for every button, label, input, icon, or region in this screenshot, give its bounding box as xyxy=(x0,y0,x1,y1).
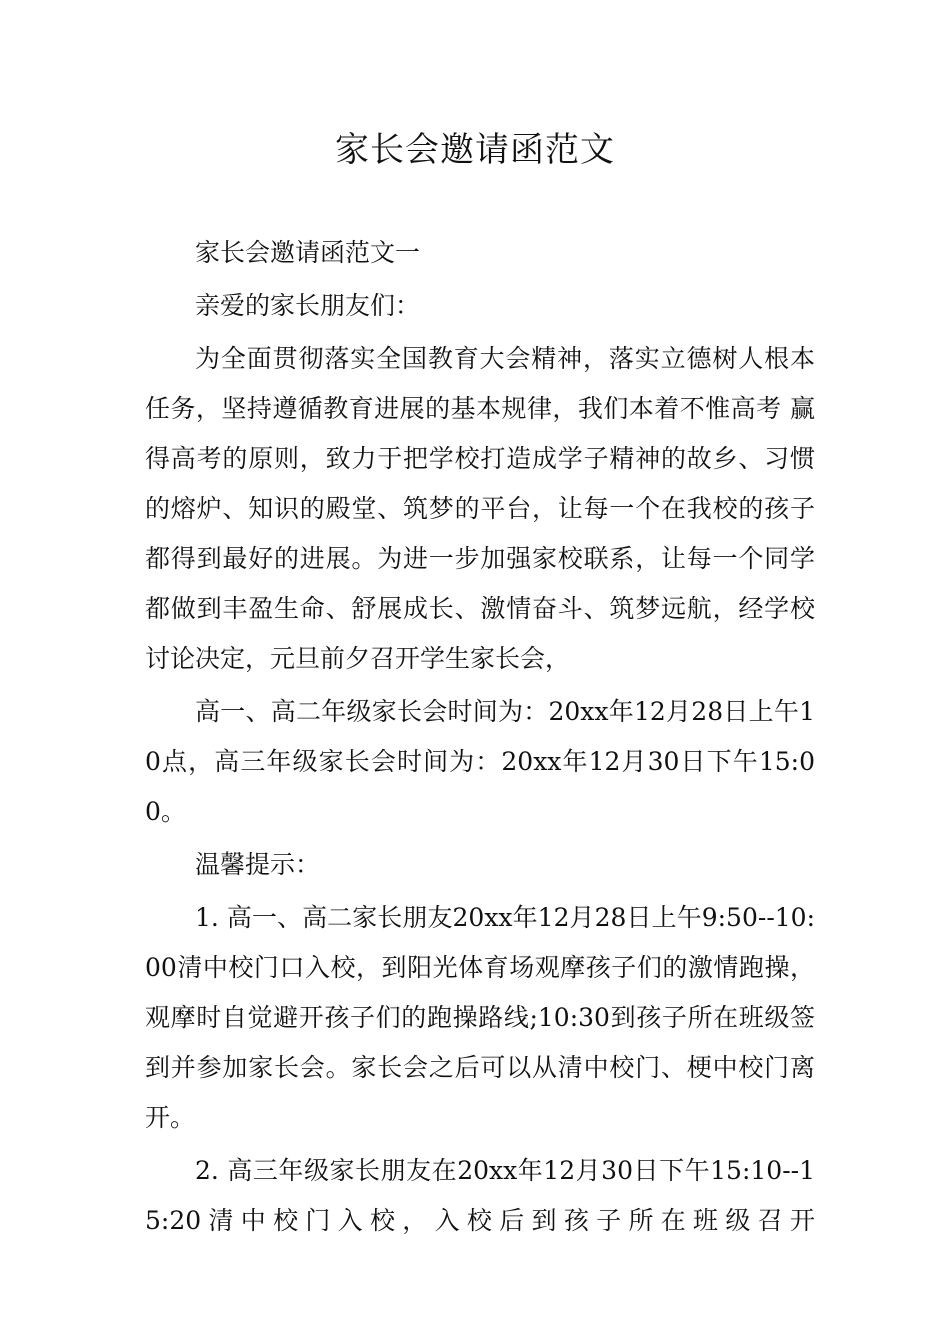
section-heading: 家长会邀请函范文一 xyxy=(195,238,421,267)
intro-paragraph: 为全面贯彻落实全国教育大会精神，落实立德树人根本任务，坚持遵循教育进展的基本规律，我们本着不惟高考 赢得高考的原则，致力于把学校打造成学子精神的故乡、习惯的熔炉、知识的殿堂、筑梦的平台，让每一个在我校的孩子都得到最好的进展。为进一步加强家校联系，让每一个同学都做到丰盈生命、舒展成长、激情奋斗、筑梦远航，经学校讨论决定，元旦前夕召开学生家长会， xyxy=(145,344,815,673)
document-title: 家长会邀请函范文 xyxy=(335,130,615,170)
meeting-time-paragraph: 高一、高二年级家长会时间为：20xx年12月28日上午10点，高三年级家长会时间为：20xx年12月30日下午15:00。 xyxy=(145,697,815,826)
salutation: 亲爱的家长朋友们： xyxy=(195,291,421,320)
tip-item-2: 2. 高三年级家长朋友在20xx年12月30日下午15:10--15:20清中校门入校，入校后到孩子所在班级召开 xyxy=(145,1156,815,1235)
tips-heading: 温馨提示： xyxy=(195,850,321,879)
document-body xyxy=(145,228,815,1249)
tip-item-1: 1. 高一、高二家长朋友20xx年12月28日上午9:50--10:00清中校门口入校，到阳光体育场观摩孩子们的激情跑操，观摩时自觉避开孩子们的跑操路线;10:30到孩子所在班级签到并参加家长会。家长会之后可以从清中校门、梗中校门离开。 xyxy=(145,903,815,1132)
